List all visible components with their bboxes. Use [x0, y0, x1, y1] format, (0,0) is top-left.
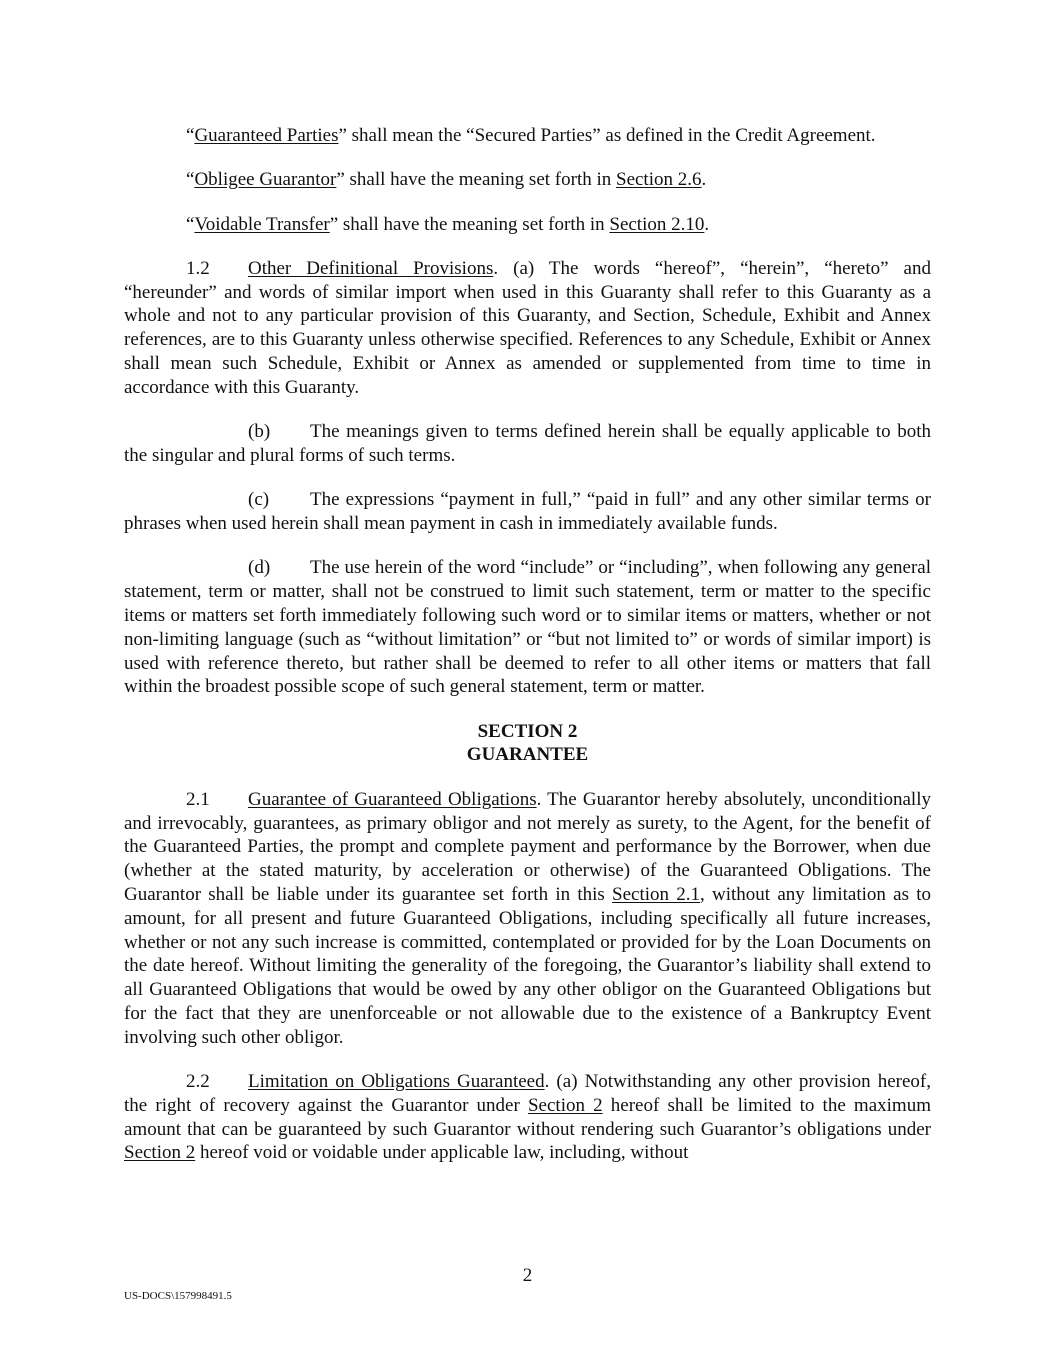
section-number: 2.1: [186, 788, 210, 810]
subparagraph-b: (b) The meanings given to terms defined herein shall be equally applicable to both the singular and plural forms of such terms.: [124, 421, 931, 466]
defined-term: Voidable Transfer: [194, 213, 330, 235]
section-reference: Section 2: [124, 1142, 196, 1164]
document-page: [124, 124, 931, 1186]
section-title: Other Definitional Provisions: [248, 257, 494, 279]
subparagraph-label: (c): [248, 489, 270, 511]
definition-guaranteed-parties: “Guaranteed Parties” shall mean the “Secured Parties” as defined in the Credit Agreement.: [186, 125, 876, 146]
page-number: 2: [522, 1265, 533, 1286]
subparagraph-label: (b): [248, 421, 271, 443]
section-title: Limitation on Obligations Guaranteed: [248, 1071, 545, 1092]
definition-obligee-guarantor: “Obligee Guarantor” shall have the meaning set forth in Section 2.6.: [186, 169, 707, 191]
section-title: Guarantee of Guaranteed Obligations: [248, 788, 537, 810]
subparagraph-d: (d) The use herein of the word “include” or “including”, when following any general statement, term or matter, shall not be construed to limit such statement, term or matter to the specific items or matters set forth immediately following such word or to similar items or matters, whether or not non-limiting language (such as “without limitation” or “but not limited to” or words of similar import) is used with reference thereto, but rather shall be deemed to refer to all other items or matters that fall within the broadest possible scope of such general statement, term or matter.: [124, 557, 931, 698]
section-heading-title: GUARANTEE: [466, 744, 589, 766]
definition-voidable-transfer: “Voidable Transfer” shall have the meaning set forth in Section 2.10.: [186, 213, 710, 235]
section-reference: Section 2.6: [616, 169, 702, 191]
section-reference: Section 2: [527, 1094, 603, 1116]
document-id: US-DOCS\157998491.5: [124, 1290, 232, 1302]
section-heading-number: SECTION 2: [477, 720, 578, 742]
subparagraph-c: (c) The expressions “payment in full,” “paid in full” and any other similar terms or phrases when used herein shall mean payment in cash in immediately available funds.: [124, 489, 931, 535]
subparagraph-label: (d): [248, 557, 271, 579]
section-number: 2.2: [186, 1071, 210, 1092]
section-reference: Section 2.10: [609, 213, 705, 235]
defined-term: Obligee Guarantor: [194, 169, 337, 191]
section-2-heading: [124, 720, 931, 768]
defined-term: Guaranteed Parties: [194, 125, 339, 146]
section-number: 1.2: [186, 257, 210, 279]
section-1-2-paragraph: 1.2 Other Definitional Provisions. (a) The words “hereof”, “herein”, “hereto” and “hereunder” and words of similar import when used in this Guaranty shall refer to this Guaranty as a whole and not to any particular provision of this Guaranty, and Section, Schedule, Exhibit and Annex references, are to this Guaranty unless otherwise specified. References to any Schedule, Exhibit or Annex shall mean such Schedule, Exhibit or Annex as amended or supplemented from time to time in accordance with this Guaranty.: [124, 257, 931, 398]
section-reference: Section 2.1: [612, 883, 701, 905]
section-2-1-paragraph: 2.1 Guarantee of Guaranteed Obligations. The Guarantor hereby absolutely, unconditionally and irrevocably, guarantees, as primary obligor and not merely as surety, to the Agent, for the benefit of the Guaranteed Parties, the prompt and complete payment and performance by the Borrower, when due (whether at the stated maturity, by acceleration or otherwise) of the Guaranteed Obligations. The Guarantor shall be liable under its guarantee set forth in this Section 2.1, without any limitation as to amount, for all present and future Guaranteed Obligations, including specifically all future increases, whether or not any such increase is committed, contemplated or provided for by the Loan Documents on the date hereof. Without limiting the generality of the foregoing, the Guarantor’s liability shall extend to all Guaranteed Obligations that would be owed by any other obligor on the Guaranteed Obligations but for the fact that they are unenforceable or not allowable due to the existence of a Bankruptcy Event involving such other obligor.: [124, 788, 931, 1048]
section-2-2-paragraph: 2.2 Limitation on Obligations Guaranteed. (a) Notwithstanding any other provision hereof, the right of recovery against the Guarantor under Section 2 hereof shall be limited to the maximum amount that can be guaranteed by such Guarantor without rendering such Guarantor’s obligations under Section 2 hereof void or voidable under applicable law, including, without: [124, 1071, 932, 1164]
